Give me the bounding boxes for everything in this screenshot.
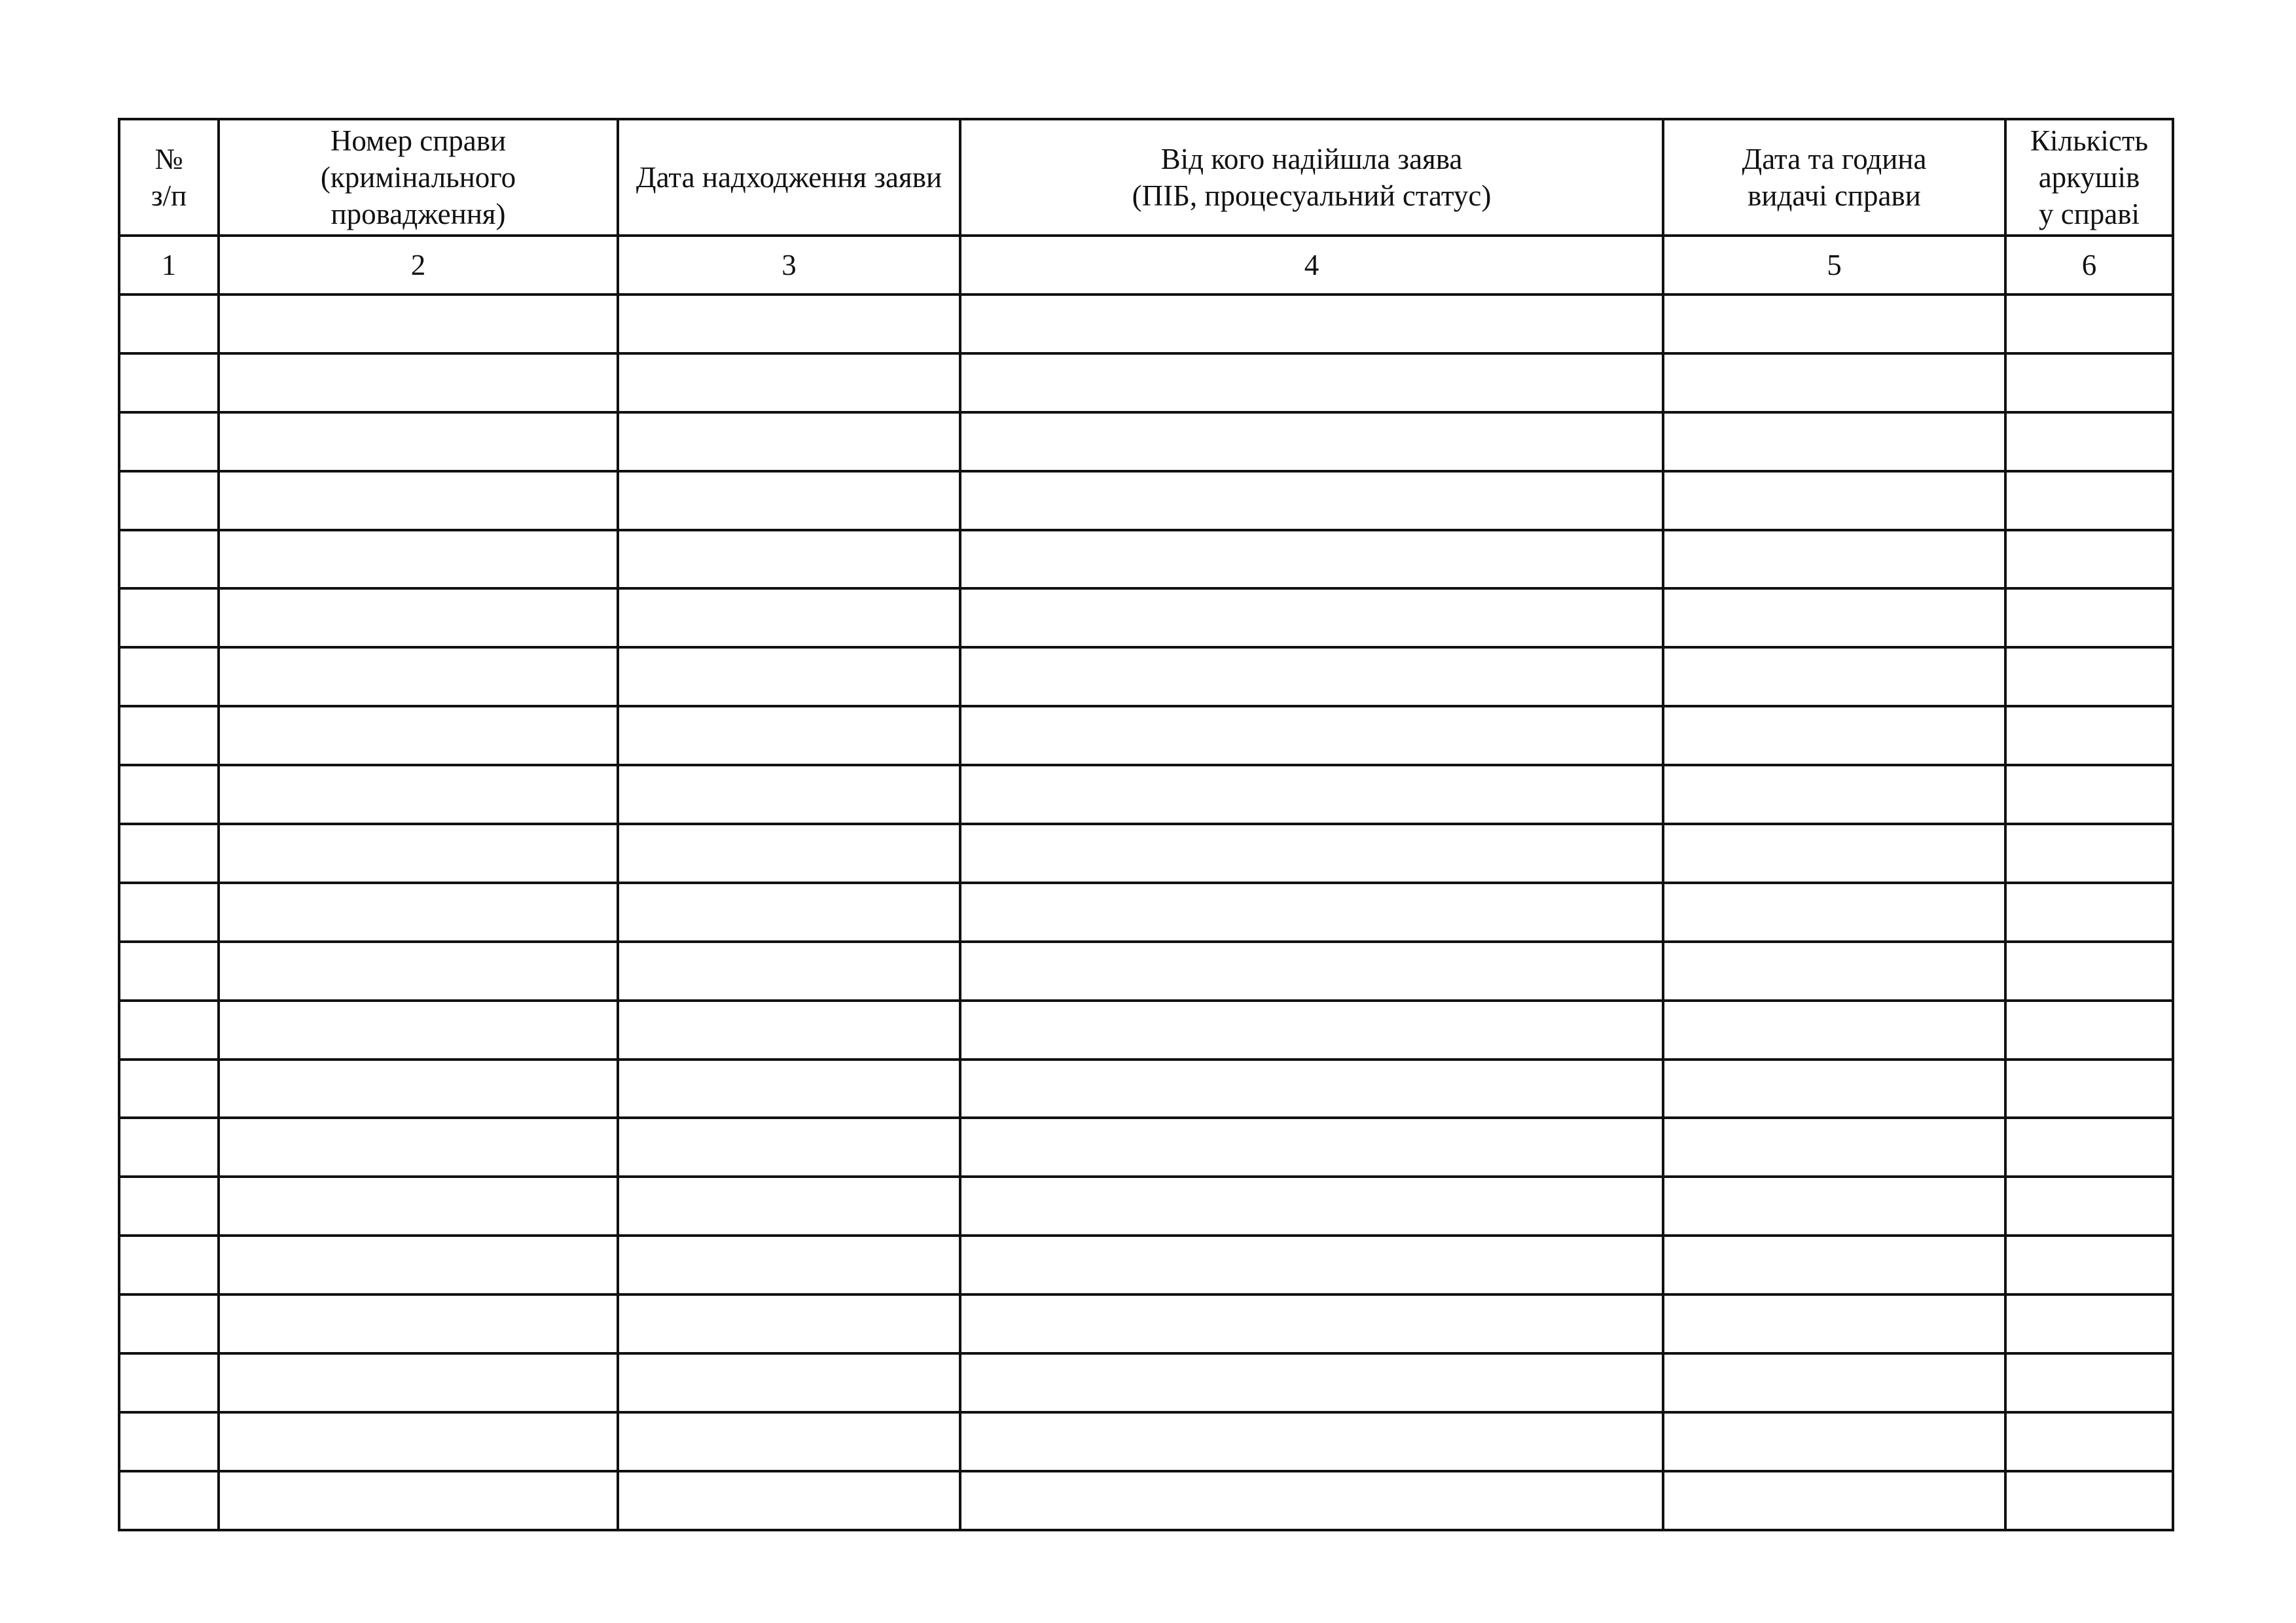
table-cell[interactable] (618, 1001, 960, 1060)
table-cell[interactable] (1663, 824, 2005, 883)
table-cell[interactable] (219, 353, 618, 412)
column-number-row (119, 236, 2173, 294)
table-cell[interactable] (1663, 1177, 2005, 1236)
header-cell-sheet-count: Кількість аркушів у справі (2005, 119, 2173, 236)
table-cell[interactable] (2005, 412, 2173, 471)
table-cell[interactable] (1663, 1001, 2005, 1060)
table-cell[interactable] (960, 647, 1663, 706)
table-cell[interactable] (1663, 1236, 2005, 1294)
table-cell[interactable] (219, 294, 618, 353)
table-row (119, 530, 2173, 589)
table-cell[interactable] (2005, 1001, 2173, 1060)
table-cell[interactable] (960, 824, 1663, 883)
table-cell[interactable] (618, 824, 960, 883)
table-cell[interactable] (2005, 1177, 2173, 1236)
table-cell[interactable] (618, 1412, 960, 1471)
table-row (119, 294, 2173, 353)
table-cell[interactable] (960, 1294, 1663, 1353)
table-row (119, 1294, 2173, 1353)
table-cell[interactable] (2005, 353, 2173, 412)
table-cell[interactable] (1663, 942, 2005, 1001)
table-cell[interactable] (1663, 1471, 2005, 1530)
table-cell[interactable] (2005, 647, 2173, 706)
table-body (119, 294, 2173, 1530)
header-row (119, 119, 2173, 236)
table-cell[interactable] (960, 294, 1663, 353)
table-cell[interactable] (119, 1412, 219, 1471)
table-cell[interactable] (119, 1353, 219, 1412)
table-cell[interactable] (2005, 706, 2173, 765)
table-cell[interactable] (2005, 883, 2173, 942)
table-cell[interactable] (219, 647, 618, 706)
table-cell[interactable] (2005, 824, 2173, 883)
table-cell[interactable] (2005, 588, 2173, 647)
table-cell[interactable] (1663, 294, 2005, 353)
table-cell[interactable] (1663, 706, 2005, 765)
table-cell[interactable] (618, 647, 960, 706)
table-row (119, 1471, 2173, 1530)
table-cell[interactable] (960, 1471, 1663, 1530)
column-number-cell: 3 (618, 236, 960, 294)
table-cell[interactable] (119, 1177, 219, 1236)
table-cell[interactable] (119, 412, 219, 471)
table-cell[interactable] (618, 1177, 960, 1236)
table-cell[interactable] (219, 412, 618, 471)
table-cell[interactable] (618, 412, 960, 471)
table-cell[interactable] (219, 1471, 618, 1530)
table-cell[interactable] (618, 942, 960, 1001)
table-cell[interactable] (1663, 1412, 2005, 1471)
table-cell[interactable] (618, 706, 960, 765)
table-cell[interactable] (618, 883, 960, 942)
table-row (119, 942, 2173, 1001)
table-cell[interactable] (618, 1353, 960, 1412)
table-cell[interactable] (1663, 471, 2005, 530)
table-cell[interactable] (2005, 942, 2173, 1001)
table-cell[interactable] (119, 294, 219, 353)
table-cell[interactable] (960, 1060, 1663, 1118)
table-cell[interactable] (960, 942, 1663, 1001)
table-row (119, 706, 2173, 765)
table-row (119, 1353, 2173, 1412)
table-cell[interactable] (1663, 1060, 2005, 1118)
table-cell[interactable] (219, 765, 618, 824)
table-cell[interactable] (618, 1471, 960, 1530)
table-cell[interactable] (2005, 1118, 2173, 1177)
table-cell[interactable] (960, 471, 1663, 530)
table-cell[interactable] (960, 530, 1663, 589)
header-cell-applicant: Від кого надійшла заява (ПІБ, процесуальний статус) (960, 119, 1663, 236)
table-cell[interactable] (119, 353, 219, 412)
header-cell-case-number: Номер справи (кримінального провадження) (219, 119, 618, 236)
table-row (119, 1001, 2173, 1060)
table-cell[interactable] (119, 824, 219, 883)
table-row (119, 1412, 2173, 1471)
table-cell[interactable] (960, 1353, 1663, 1412)
table-cell[interactable] (219, 1353, 618, 1412)
table-cell[interactable] (119, 1294, 219, 1353)
table-cell[interactable] (219, 942, 618, 1001)
table-cell[interactable] (119, 1118, 219, 1177)
table-row (119, 824, 2173, 883)
table-cell[interactable] (219, 824, 618, 883)
table-cell[interactable] (2005, 294, 2173, 353)
table-row (119, 883, 2173, 942)
table-cell[interactable] (219, 1412, 618, 1471)
table-cell[interactable] (2005, 1294, 2173, 1353)
header-cell-number: № з/п (119, 119, 219, 236)
table-cell[interactable] (618, 588, 960, 647)
table-cell[interactable] (219, 1060, 618, 1118)
table-cell[interactable] (119, 647, 219, 706)
table-cell[interactable] (1663, 883, 2005, 942)
table-cell[interactable] (119, 471, 219, 530)
table-cell[interactable] (618, 1118, 960, 1177)
table-cell[interactable] (119, 765, 219, 824)
table-cell[interactable] (618, 1236, 960, 1294)
table-cell[interactable] (618, 1294, 960, 1353)
table-cell[interactable] (960, 1001, 1663, 1060)
table-cell[interactable] (960, 883, 1663, 942)
table-cell[interactable] (960, 1412, 1663, 1471)
table-cell[interactable] (219, 1236, 618, 1294)
table-cell[interactable] (960, 1177, 1663, 1236)
table-cell[interactable] (119, 1236, 219, 1294)
table-row (119, 588, 2173, 647)
column-number-cell: 1 (119, 236, 219, 294)
table-cell[interactable] (2005, 1060, 2173, 1118)
table-row (119, 1060, 2173, 1118)
table-cell[interactable] (2005, 765, 2173, 824)
table-cell[interactable] (618, 1060, 960, 1118)
table-cell[interactable] (960, 706, 1663, 765)
table-cell[interactable] (1663, 353, 2005, 412)
column-number-cell: 6 (2005, 236, 2173, 294)
table-cell[interactable] (1663, 412, 2005, 471)
table-cell[interactable] (219, 530, 618, 589)
table-cell[interactable] (960, 353, 1663, 412)
table-cell[interactable] (1663, 1353, 2005, 1412)
table-cell[interactable] (119, 1001, 219, 1060)
table-row (119, 1177, 2173, 1236)
table-row (119, 353, 2173, 412)
table-cell[interactable] (219, 1294, 618, 1353)
table-cell[interactable] (219, 588, 618, 647)
table-cell[interactable] (119, 883, 219, 942)
table-cell[interactable] (960, 765, 1663, 824)
table-row (119, 647, 2173, 706)
table-cell[interactable] (618, 471, 960, 530)
table-row (119, 1118, 2173, 1177)
table-cell[interactable] (219, 471, 618, 530)
header-cell-issue-datetime: Дата та година видачі справи (1663, 119, 2005, 236)
table-cell[interactable] (119, 588, 219, 647)
table-cell[interactable] (119, 706, 219, 765)
header-cell-application-date: Дата надходження заяви (618, 119, 960, 236)
table-row (119, 412, 2173, 471)
table-cell[interactable] (2005, 1471, 2173, 1530)
table-cell[interactable] (1663, 1118, 2005, 1177)
table-cell[interactable] (219, 883, 618, 942)
table-cell[interactable] (219, 706, 618, 765)
table-cell[interactable] (119, 1471, 219, 1530)
table-cell[interactable] (1663, 588, 2005, 647)
table-cell[interactable] (960, 588, 1663, 647)
table-cell[interactable] (2005, 1353, 2173, 1412)
table-cell[interactable] (2005, 1412, 2173, 1471)
table-cell[interactable] (2005, 530, 2173, 589)
table-cell[interactable] (1663, 765, 2005, 824)
table-cell[interactable] (2005, 1236, 2173, 1294)
table-cell[interactable] (219, 1001, 618, 1060)
table-cell[interactable] (119, 1060, 219, 1118)
table-cell[interactable] (119, 530, 219, 589)
table-cell[interactable] (1663, 647, 2005, 706)
table-row (119, 765, 2173, 824)
table-cell[interactable] (219, 1118, 618, 1177)
table-cell[interactable] (618, 530, 960, 589)
table-cell[interactable] (960, 412, 1663, 471)
column-number-cell: 2 (219, 236, 618, 294)
case-register-table (118, 118, 2174, 1531)
table-cell[interactable] (2005, 471, 2173, 530)
table-cell[interactable] (618, 294, 960, 353)
column-number-cell: 5 (1663, 236, 2005, 294)
column-number-cell: 4 (960, 236, 1663, 294)
table-cell[interactable] (618, 765, 960, 824)
table-cell[interactable] (1663, 1294, 2005, 1353)
table-cell[interactable] (960, 1236, 1663, 1294)
table-row (119, 1236, 2173, 1294)
table-cell[interactable] (960, 1118, 1663, 1177)
table-cell[interactable] (219, 1177, 618, 1236)
table-row (119, 471, 2173, 530)
table-cell[interactable] (618, 353, 960, 412)
table-cell[interactable] (1663, 530, 2005, 589)
table-cell[interactable] (119, 942, 219, 1001)
